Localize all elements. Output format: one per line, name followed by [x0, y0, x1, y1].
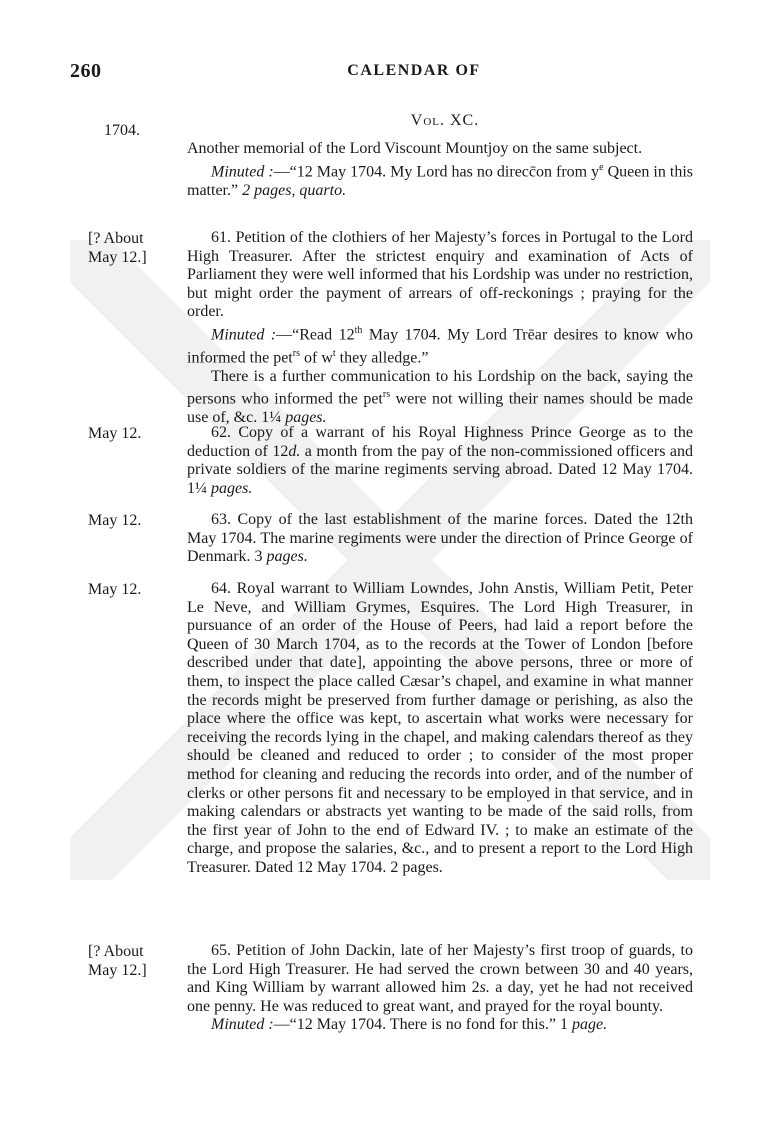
- year-marginal: 1704.: [104, 122, 140, 139]
- entry-body: [187, 942, 693, 1035]
- entry-minute: Minuted :—“12 May 1704. There is no fond for this.” 1 page.: [211, 1016, 608, 1034]
- volume-label: Vol. XC.: [410, 112, 480, 129]
- page-number: 260: [70, 60, 102, 82]
- entry-date: May 12.: [88, 425, 142, 442]
- entry-date: May 12.: [88, 512, 142, 529]
- entry-body: [187, 424, 693, 498]
- running-head: [0, 60, 768, 84]
- entry-body: [187, 580, 693, 878]
- entry-minute: Minuted :—“Read 12th May 1704. My Lord Trēar desires to know who informed the pet$^{rs}$ of $w^t$ they alledge.”: [187, 324, 693, 367]
- entry-body: [187, 140, 693, 200]
- entry-paragraph: There is a further communication to his Lordship on the back, saying the persons who informed the pet$^{rs}$ were not willing their names should be made use of, &c. 1¼ pages.: [187, 367, 694, 427]
- entry-date: [? About May 12.]: [88, 230, 147, 266]
- entry-paragraph: 64. Royal warrant to William Lowndes, John Anstis, William Petit, Peter Le Neve, and William Grymes, Esquires. The Lord High Treasurer, in pursuance of an order of the House of Peers, had laid a report before the Queen of 30 March 1704, as to the records at the Tower of London [before described under that date], appointing the above persons, three or more of them, to inspect the place called Cæsar’s chapel, and examine in what manner the records might be preserved from further damage or perishing, as also the place where the office was kept, to ascertain what works were necessary for receiving the records lying in the chapel, and making calendars thereof as they should be cleaned and reduced to order ; to consider of the most proper method for cleaning and reducing the records into order, and of the number of clerks or other persons fit and necessary to be employed in that service, and in making calendars or abstracts yet wanting to be made of the said rolls, from the first year of John to the end of Edward IV. ; to make an estimate of the charge, and propose the salaries, &c., and to present a report to the Lord High Treasurer. Dated 12 May 1704. 2 pages.: [187, 580, 693, 876]
- entry-paragraph: 63. Copy of the last establishment of the marine forces. Dated the 12th May 1704. The marine regiments were under the direction of Prince George of Denmark. 3 pages.: [187, 511, 693, 566]
- entry-body: [187, 229, 693, 428]
- running-title: CALENDAR OF: [347, 62, 481, 79]
- entry-paragraph: 61. Petition of the clothiers of her Majesty’s forces in Portugal to the Lord High Treasurer. After the strictest enquiry and examination of Acts of Parliament they were well informed that his Lordship was under no restriction, but might order the payment of arrears of off-reckonings ; praying for the order.: [187, 229, 693, 321]
- entry-date: [? About May 12.]: [88, 943, 147, 979]
- entry-date: May 12.: [88, 581, 142, 598]
- entry-paragraph: 62. Copy of a warrant of his Royal Highness Prince George as to the deduction of 12d. a month from the pay of the non-commissioned officers and private soldiers of the marine regiments serving abroad. Dated 12 May 1704. 1¼ pages.: [187, 424, 693, 497]
- entry-paragraph: Another memorial of the Lord Viscount Mountjoy on the same subject.: [187, 140, 643, 157]
- entry-paragraph: 65. Petition of John Dackin, late of her Majesty’s first troop of guards, to the Lord High Treasurer. He had served the crown between 30 and 40 years, and King William by warrant allowed him 2s. a day, yet he had not received one penny. He was reduced to great want, and prayed for the royal bounty.: [187, 942, 693, 1015]
- entry-minute: Minuted :—“12 May 1704. My Lord has no direcc̄on from $y^e$ Queen in this matter.” 2 pages, quarto.: [187, 161, 693, 199]
- entry-body: [187, 511, 693, 567]
